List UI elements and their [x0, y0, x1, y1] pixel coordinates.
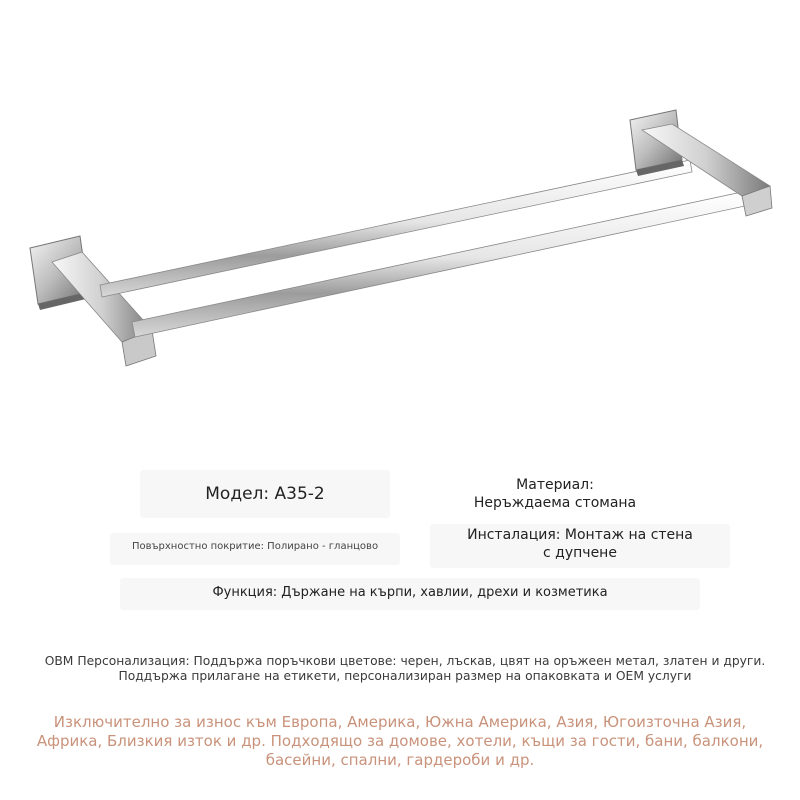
- installation-line-1: Инсталация: Монтаж на стена: [467, 527, 693, 543]
- left-arm: [52, 252, 156, 366]
- surface-finish-box: [110, 533, 400, 565]
- material-box: [430, 472, 680, 518]
- export-text: Изключително за износ към Европа, Америка, Южна Америка, Азия, Югоизточна Азия, Африка, Близкия изток и др. Подходящо за домове, хотели, къщи за гости, бани, балкони, басейни, спални, гардероби и др.: [36, 713, 764, 769]
- model-text: Модел: A35-2: [205, 484, 325, 504]
- installation-box: [430, 524, 730, 568]
- oem-box: [40, 652, 770, 692]
- surface-finish-text: Повърхностно покритие: Полирано - гланцово: [131, 541, 379, 552]
- export-box: [20, 710, 780, 780]
- material-block: [430, 477, 680, 512]
- material-label: Материал:: [516, 477, 594, 493]
- material-value: Неръждаема стомана: [473, 494, 637, 511]
- function-box: [120, 578, 700, 610]
- oem-text: OBM Персонализация: Поддържа поръчкови цветове: черен, лъскав, цвят на оръжеен метал, златен и други. Поддържа прилагане на етикети, персонализиран размер на опаковката и OEM услуги: [44, 654, 766, 684]
- installation-block: [430, 527, 730, 562]
- function-text: Функция: Държане на кърпи, хавлии, дрехи и козметика: [212, 585, 608, 600]
- installation-line-2: с дупчене: [543, 544, 617, 561]
- model-box: [140, 470, 390, 518]
